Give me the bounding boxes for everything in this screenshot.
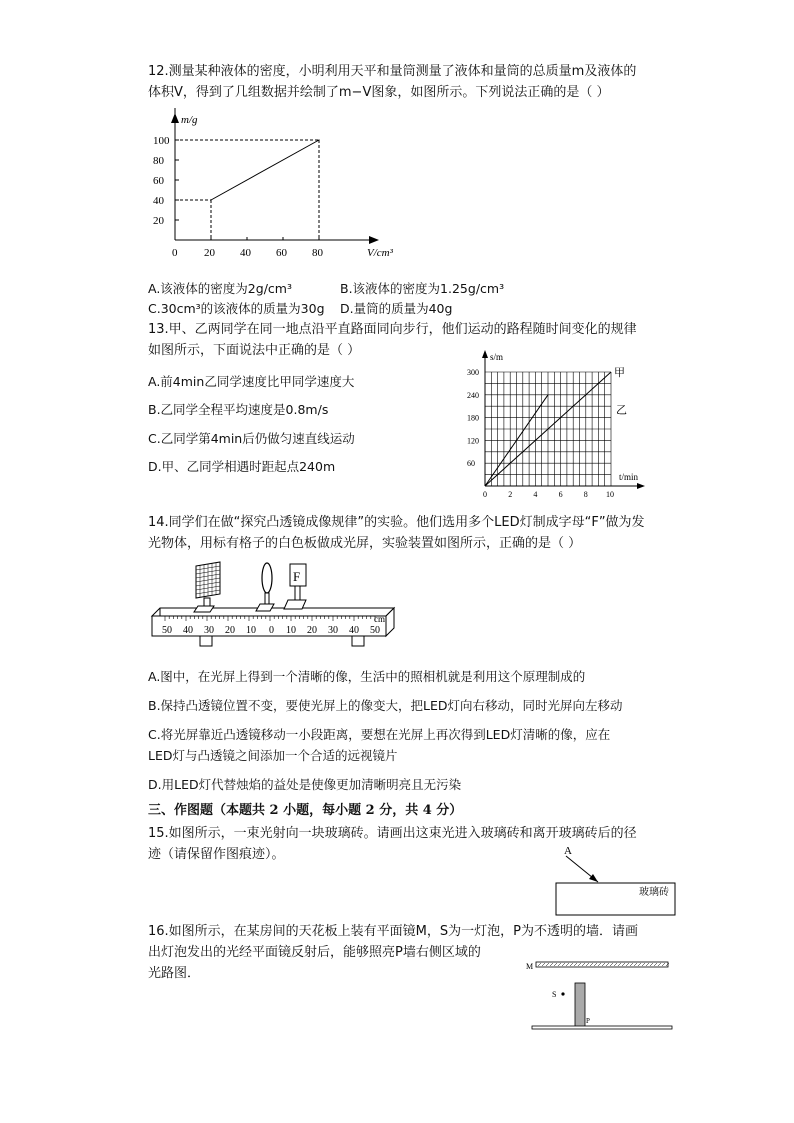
q13-xtick-label-2: 2 — [508, 490, 513, 499]
q16-stem-line2: 出灯泡发出的光经平面镜反射后，能够照亮P墙右侧区域的 — [148, 945, 481, 960]
q12-option-a: A.该液体的密度为2g/cm³ — [148, 281, 292, 296]
q13-st-chart — [455, 346, 655, 500]
bench-label-40-right: 40 — [349, 625, 359, 636]
q12-point-0-0 — [210, 199, 211, 200]
led-f-object — [284, 564, 306, 609]
light-screen — [194, 562, 220, 612]
q12-stem-line1: 12.测量某种液体的密度，小明利用天平和量筒测量了液体和量筒的总质量m及液体的 — [148, 64, 637, 79]
q15-stem-line2: 迹（请保留作图痕迹）。 — [148, 847, 285, 862]
q13-xtick-label-6: 6 — [558, 490, 563, 499]
q13-xtick-label-4: 4 — [533, 490, 538, 499]
q13-xlabel: t/min — [619, 472, 639, 482]
q12-point-0-1 — [318, 139, 319, 140]
q12-option-c: C.30cm³的该液体的质量为30g — [148, 301, 325, 316]
mirror-room-figure — [522, 955, 677, 1035]
q13-ylabel: s/m — [490, 352, 504, 362]
q13-xtick-label-8: 8 — [583, 490, 588, 499]
bench-label-20-right: 20 — [307, 625, 317, 636]
q13-xtick-label-10: 10 — [606, 490, 614, 499]
q14-stem-line1: 14.同学们在做“探究凸透镜成像规律”的实验。他们选用多个LED灯制成字母“F”做为发 — [148, 515, 645, 530]
q16-stem-line3: 光路图． — [148, 966, 201, 981]
bench-label-30-left: 30 — [204, 625, 214, 636]
q13-option-b: B.乙同学全程平均速度是0.8m/s — [148, 402, 329, 417]
q12-xtick-label-80: 80 — [312, 247, 323, 259]
q13-legend-jia: 甲 — [614, 367, 625, 379]
q12-xtick-label-40: 40 — [240, 247, 251, 259]
q12-xtick-label-60: 60 — [276, 247, 287, 259]
q13-ytick-label-180: 180 — [467, 413, 479, 423]
q12-series-line-0 — [211, 140, 319, 200]
q12-axes — [171, 108, 379, 244]
bench-label-0: 0 — [269, 625, 274, 636]
convex-lens — [256, 563, 274, 611]
wall-p — [575, 983, 585, 1027]
ray-label-a: A — [564, 845, 572, 857]
q14-option-d: D.用LED灯代替烛焰的益处是使像更加清晰明亮且无污染 — [148, 777, 462, 792]
q13-ytick-label-300: 300 — [467, 368, 479, 377]
section-3-title: 三、作图题（本题共 2 小题，每小题 2 分，共 4 分） — [148, 803, 463, 818]
q12-xtick-label-0: 0 — [172, 247, 178, 259]
q12-ytick-label-40: 40 — [153, 195, 164, 207]
bulb-label: S — [552, 990, 557, 999]
q12-option-d: D.量筒的质量为40g — [340, 301, 453, 316]
q12-mv-chart — [145, 108, 415, 270]
bench-label-30-right: 30 — [328, 625, 338, 636]
q12-stem-line2: 体积V，得到了几组数据并绘制了m−V图象，如图所示。下列说法正确的是（ ） — [148, 85, 610, 100]
q12-series — [210, 139, 319, 200]
bench-label-40-left: 40 — [183, 625, 193, 636]
glass-block-label: 玻璃砖 — [639, 887, 669, 898]
q13-ytick-label-60: 60 — [467, 459, 475, 469]
bench-top — [152, 608, 394, 616]
bulb-s — [561, 992, 564, 995]
bench-label-50-right: 50 — [370, 625, 380, 636]
q13-option-a: A.前4min乙同学速度比甲同学速度大 — [148, 374, 355, 389]
q15-stem-line1: 15.如图所示，一束光射向一块玻璃砖。请画出这束光进入玻璃砖和离开玻璃砖后的径 — [148, 826, 637, 841]
bench-label-50-left: 50 — [162, 625, 172, 636]
q14-option-c-line2: LED灯与凸透镜之间添加一个合适的远视镜片 — [148, 748, 398, 763]
floor — [532, 1026, 672, 1029]
q14-option-b: B.保持凸透镜位置不变，要使光屏上的像变大，把LED灯向右移动，同时光屏向左移动 — [148, 698, 623, 713]
bench-label-20-left: 20 — [225, 625, 235, 636]
q12-ytick-label-60: 60 — [153, 175, 164, 187]
q16-stem-line1: 16.如图所示，在某房间的天花板上装有平面镜M，S为一灯泡，P为不透明的墙．请画 — [148, 924, 638, 939]
q12-ylabel: m/g — [181, 114, 198, 126]
q13-ytick-label-240: 240 — [467, 390, 479, 400]
q13-legend-yi: 乙 — [616, 404, 627, 417]
bench-label-10-left: 10 — [246, 625, 256, 636]
q12-dashed-guides — [175, 140, 319, 240]
mirror-label: M — [526, 962, 534, 971]
q12-option-b: B.该液体的密度为1.25g/cm³ — [340, 281, 505, 296]
q13-option-d: D.甲、乙同学相遇时距起点240m — [148, 459, 336, 474]
q12-ytick-label-80: 80 — [153, 155, 164, 167]
q13-stem-line1: 13.甲、乙两同学在同一地点沿平直路面同向步行，他们运动的路程随时间变化的规律 — [148, 322, 637, 337]
q12-ytick-label-20: 20 — [153, 215, 164, 227]
q13-xtick-label-0: 0 — [483, 490, 487, 499]
q14-stem-line2: 光物体，用标有格子的白色板做成光屏，实验装置如图所示，正确的是（ ） — [148, 536, 582, 551]
q12-ytick-label-100: 100 — [153, 135, 170, 147]
q12-xtick-label-20: 20 — [204, 247, 215, 259]
q14-option-c-line1: C.将光屏靠近凸透镜移动一小段距离，要想在光屏上再次得到LED灯清晰的像，应在 — [148, 727, 611, 742]
wall-label: P — [586, 1017, 590, 1025]
q14-option-a: A.图中，在光屏上得到一个清晰的像，生活中的照相机就是利用这个原理制成的 — [148, 669, 586, 684]
bench-unit: cm — [374, 614, 385, 624]
q12-xlabel: V/cm³ — [367, 247, 393, 259]
optical-bench-figure — [148, 560, 398, 660]
led-f-letter: F — [293, 569, 301, 584]
q13-stem-line2: 如图所示，下面说法中正确的是（ ） — [148, 343, 361, 358]
q13-option-c: C.乙同学第4min后仍做匀速直线运动 — [148, 431, 355, 446]
glass-block-figure — [552, 840, 682, 920]
q13-ytick-label-120: 120 — [467, 436, 479, 446]
bench-label-10-right: 10 — [286, 625, 296, 636]
